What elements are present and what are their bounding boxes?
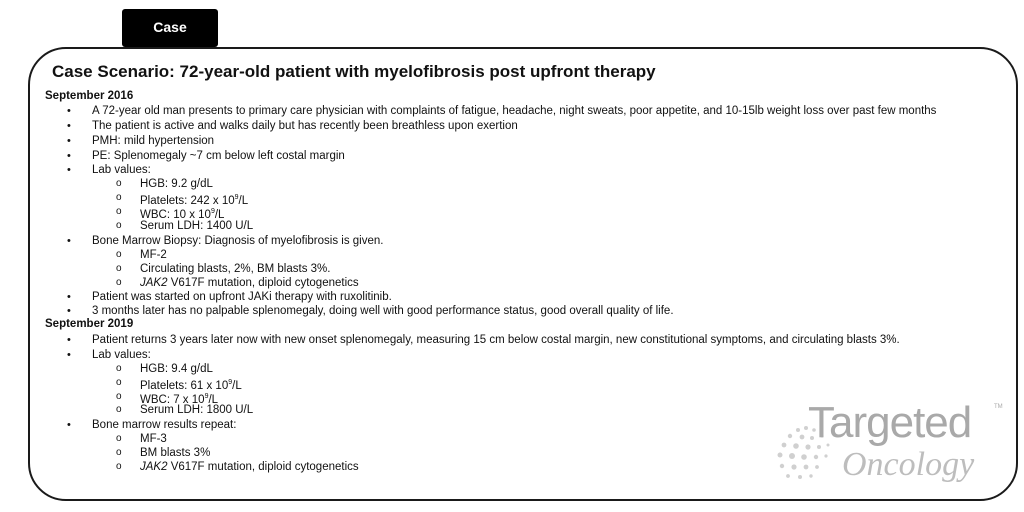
list-item: • Lab values: — [92, 163, 151, 177]
lab-unit: /L — [238, 194, 249, 207]
gene-name: JAK2 — [140, 461, 168, 473]
page-title: Case Scenario: 72-year-old patient with myelofibrosis post upfront therapy — [52, 62, 656, 81]
section-heading-2016: September 2016 — [45, 90, 134, 102]
lab-text: WBC: 10 x 10 — [140, 208, 211, 221]
lab-value: o Serum LDH: 1400 U/L — [140, 219, 253, 233]
lab-exponent: 9 — [228, 379, 233, 386]
lab-exponent: 9 — [204, 393, 209, 400]
sub-item: o MF-3 — [140, 432, 167, 446]
list-item: • Lab values: — [92, 348, 151, 362]
lab-unit: /L — [214, 208, 225, 221]
lab-exponent: 9 — [234, 194, 239, 201]
sub-item: o MF-2 — [140, 248, 167, 262]
sub-item: o Circulating blasts, 2%, BM blasts 3%. — [140, 262, 330, 276]
gene-name: JAK2 — [140, 277, 168, 289]
case-tab — [122, 9, 218, 47]
list-item: • 3 months later has no palpable splenomegaly, doing well with good performance status, good overall quality of life. — [92, 304, 674, 318]
sub-item-text: V617F mutation, diploid cytogenetics — [167, 277, 359, 289]
section-heading-2019: September 2019 — [45, 318, 134, 330]
list-item: • Patient was started on upfront JAKi therapy with ruxolitinib. — [92, 290, 392, 304]
sub-item-text: V617F mutation, diploid cytogenetics — [167, 461, 359, 473]
sub-item — [140, 276, 359, 290]
targeted-oncology-logo — [772, 398, 1004, 490]
sub-item: o BM blasts 3% — [140, 446, 210, 460]
lab-exponent: 9 — [210, 208, 215, 215]
lab-text: Platelets: 61 x 10 — [140, 379, 229, 392]
lab-text: Platelets: 242 x 10 — [140, 194, 235, 207]
lab-value: o HGB: 9.4 g/dL — [140, 362, 213, 376]
lab-value: o Serum LDH: 1800 U/L — [140, 403, 253, 417]
lab-unit: /L — [208, 393, 219, 406]
lab-value: o HGB: 9.2 g/dL — [140, 177, 213, 191]
list-item: • Patient returns 3 years later now with new onset splenomegaly, measuring 15 cm below costal margin, new constitutional symptoms, and circulating blasts 3%. — [92, 333, 900, 347]
sub-item — [140, 460, 359, 474]
lab-unit: /L — [232, 379, 242, 392]
list-item: • The patient is active and walks daily but has recently been breathless upon exertion — [92, 119, 518, 133]
logo-text-bottom: Oncology — [842, 446, 975, 483]
list-item: • PE: Splenomegaly ~7 cm below left costal margin — [92, 149, 345, 163]
case-tab-label: Case — [153, 19, 187, 35]
lab-text: WBC: 7 x 10 — [140, 393, 205, 406]
list-item: • Bone marrow results repeat: — [92, 418, 236, 432]
list-item: • Bone Marrow Biopsy: Diagnosis of myelofibrosis is given. — [92, 234, 383, 248]
list-item: • A 72-year old man presents to primary care physician with complaints of fatigue, headache, night sweats, poor appetite, and 10-15lb weight loss over past few months — [92, 104, 936, 118]
logo-text-top: Targeted — [808, 398, 972, 447]
logo-trademark: TM — [994, 404, 1003, 410]
list-item: • PMH: mild hypertension — [92, 134, 214, 148]
